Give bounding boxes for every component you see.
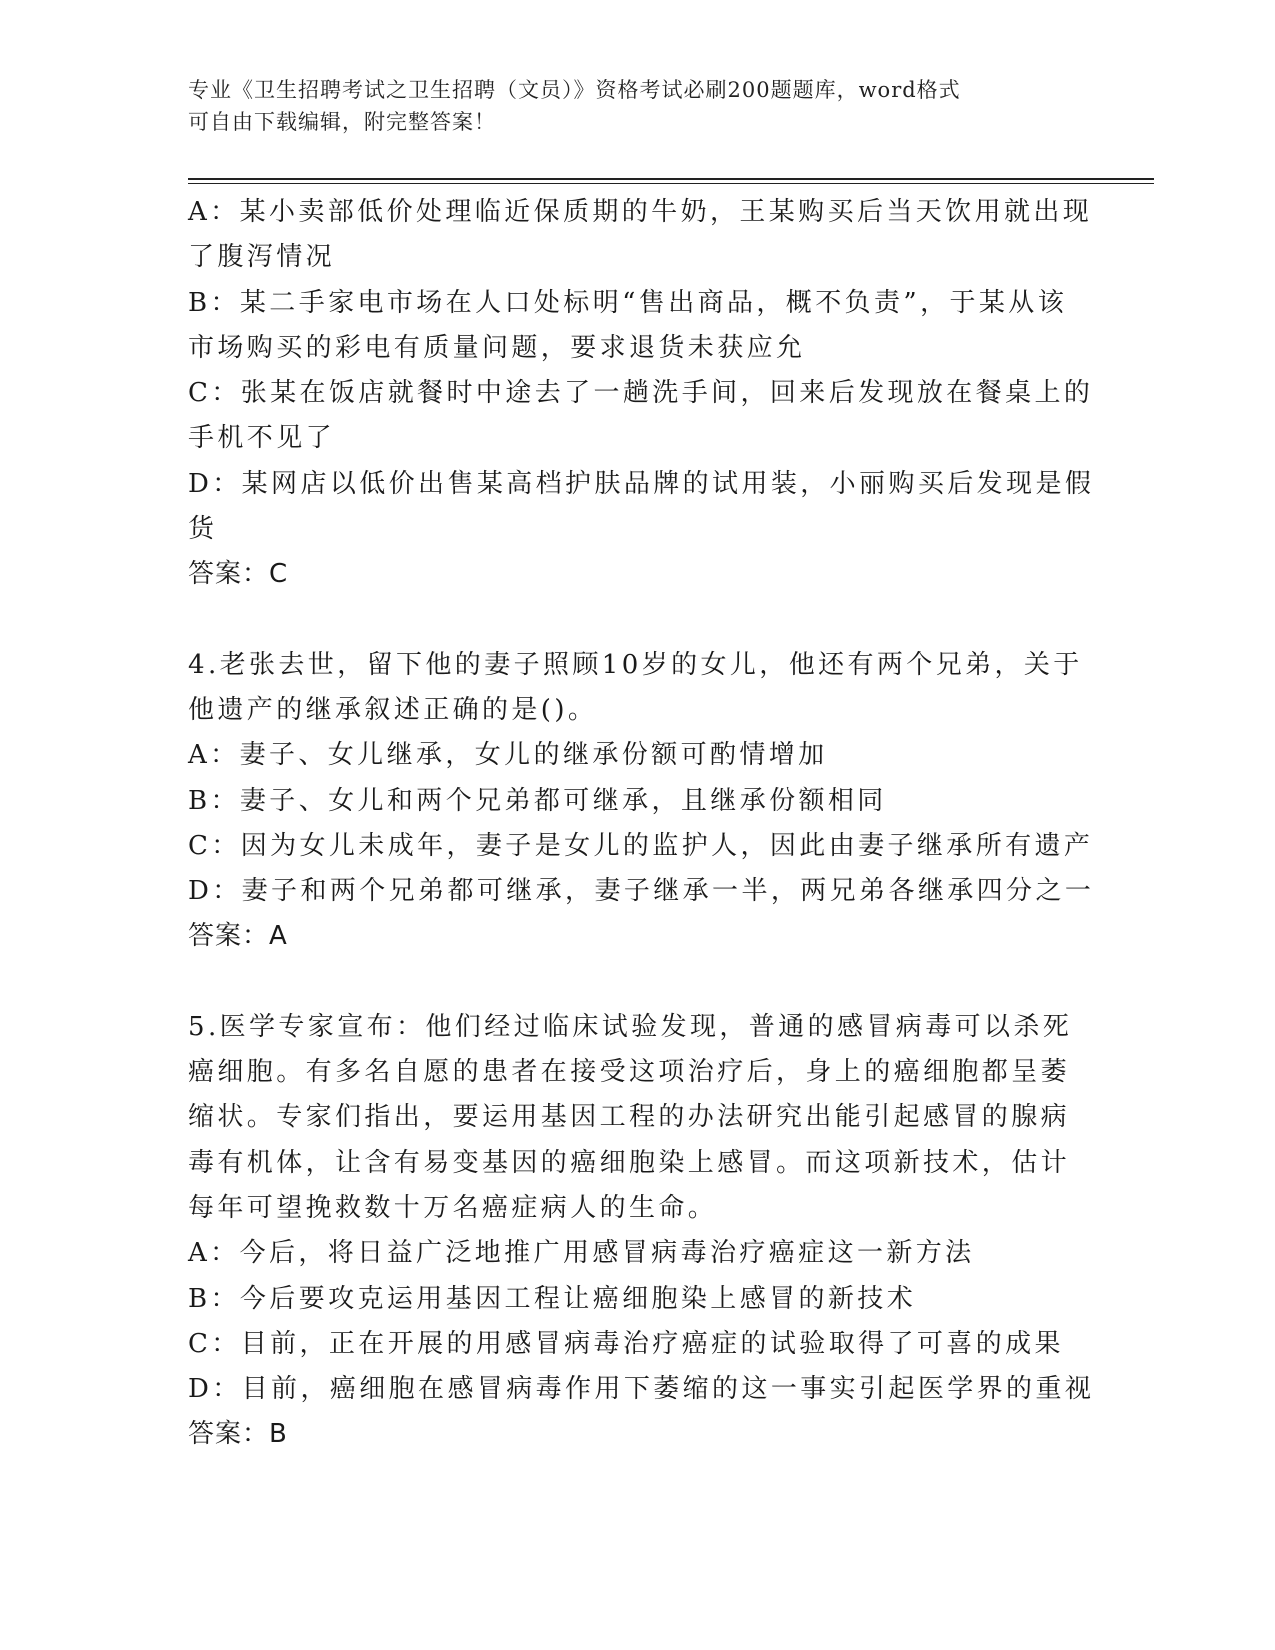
option-d: D：妻子和两个兄弟都可继承，妻子继承一半，两兄弟各继承四分之一 <box>188 876 1095 907</box>
option-c: C：因为女儿未成年，妻子是女儿的监护人，因此由妻子继承所有遗产 <box>188 830 1094 861</box>
option-a-line-1: A：某小卖部低价处理临近保质期的牛奶，王某购买后当天饮用就出现 <box>188 197 1093 227</box>
question-stem-line-1: 4.老张去世，留下他的妻子照顾10岁的女儿，他还有两个兄弟，关于 <box>188 649 1083 680</box>
header-line-2: 可自由下载编辑，附完整答案！ <box>188 110 496 134</box>
option-a-line-2: 了腹泻情况 <box>188 242 336 273</box>
option-a: A：妻子、女儿继承，女儿的继承份额可酌情增加 <box>188 740 828 771</box>
question-stem-line-5: 每年可望挽救数十万名癌症病人的生命。 <box>188 1192 718 1223</box>
answer-label: 答案：C <box>188 559 289 590</box>
answer-label: 答案：A <box>188 921 288 952</box>
document-header <box>188 74 1068 138</box>
option-c-line-2: 手机不见了 <box>188 423 336 454</box>
answer-label: 答案：B <box>188 1419 288 1450</box>
option-c: C：目前，正在开展的用感冒病毒治疗癌症的试验取得了可喜的成果 <box>188 1328 1064 1359</box>
document-body <box>188 190 1095 1458</box>
option-b: B：今后要攻克运用基因工程让癌细胞染上感冒的新技术 <box>188 1283 917 1314</box>
option-b-line-1: B：某二手家电市场在人口处标明“售出商品，概不负责”，于某从该 <box>188 287 1068 318</box>
option-b-line-2: 市场购买的彩电有质量问题，要求退货未获应允 <box>188 332 806 363</box>
option-d-line-1: D：某网店以低价出售某高档护肤品牌的试用装，小丽购买后发现是假 <box>188 468 1095 499</box>
question-stem-line-2: 他遗产的继承叙述正确的是()。 <box>188 694 598 725</box>
question-stem-line-4: 毒有机体，让含有易变基因的癌细胞染上感冒。而这项新技术，估计 <box>188 1147 1071 1178</box>
question-stem-line-1: 5.医学专家宣布：他们经过临床试验发现，普通的感冒病毒可以杀死 <box>188 1011 1073 1042</box>
question-4 <box>188 643 1095 960</box>
option-d: D：目前，癌细胞在感冒病毒作用下萎缩的这一事实引起医学界的重视 <box>188 1374 1095 1405</box>
question-3 <box>188 190 1095 598</box>
option-c-line-1: C：张某在饭店就餐时中途去了一趟洗手间，回来后发现放在餐桌上的 <box>188 378 1094 409</box>
question-stem-line-3: 缩状。专家们指出，要运用基因工程的办法研究出能引起感冒的腺病 <box>188 1102 1071 1133</box>
option-a: A：今后，将日益广泛地推广用感冒病毒治疗癌症这一新方法 <box>188 1238 975 1269</box>
header-divider-thick <box>188 178 1154 180</box>
header-divider-thin <box>188 183 1154 184</box>
spacer <box>188 960 1088 1005</box>
question-5 <box>188 1005 1095 1458</box>
option-d-line-2: 货 <box>188 514 218 545</box>
spacer <box>188 598 1088 643</box>
header-line-1: 专业《卫生招聘考试之卫生招聘（文员）》资格考试必刷200题题库，word格式 <box>188 78 961 102</box>
question-stem-line-2: 癌细胞。有多名自愿的患者在接受这项治疗后，身上的癌细胞都呈萎 <box>188 1057 1071 1088</box>
option-b: B：妻子、女儿和两个兄弟都可继承，且继承份额相同 <box>188 785 887 816</box>
